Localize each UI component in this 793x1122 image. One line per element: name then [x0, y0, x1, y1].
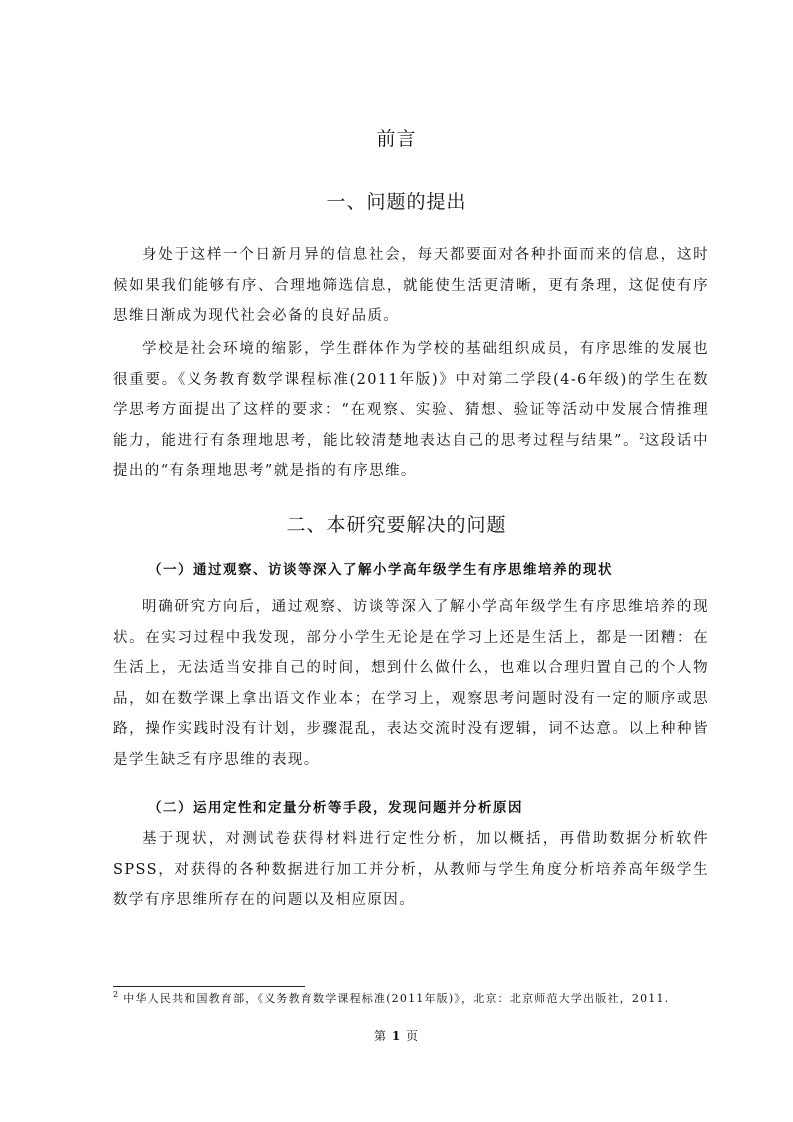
footnote-marker: 2: [113, 990, 120, 1000]
section1-paragraph-2-text-a: 学校是社会环境的缩影，学生群体作为学校的基础组织成员，有序思维的发展也很重要。《义务教育数学课程标准(2011年版)》中对第二学段(4-6年级)的学生在数学思考方面提出了这样的要求：“在观察、实验、猜想、验证等活动中发展合情推理能力，能进行有条理地思考，能比较清楚地表达自己的思考过程与结果”。: [113, 341, 709, 449]
page-number-suffix: 页: [406, 1029, 420, 1043]
section1-heading: 一、问题的提出: [326, 191, 467, 213]
subsection2-paragraph: 基于现状，对测试卷获得材料进行定性分析，加以概括，再借助数据分析软件SPSS，对获得的各种数据进行加工并分析，从教师与学生角度分析培养高年级学生数学有序思维所存在的问题以及相应原因。: [113, 831, 709, 908]
footnote: [113, 990, 709, 1008]
subsection2-heading: （二）运用定性和定量分析等手段，发现问题并分析原因: [148, 800, 523, 816]
footnote-reference[interactable]: 2: [639, 431, 645, 441]
section1-paragraph-2: [113, 334, 709, 487]
section2-heading: 二、本研究要解决的问题: [286, 514, 507, 536]
page-number-prefix: 第: [373, 1029, 387, 1043]
subsection1-paragraph: 明确研究方向后，通过观察、访谈等深入了解小学高年级学生有序思维培养的现状。在实习过程中我发现，部分小学生无论是在学习上还是生活上，都是一团糟：在生活上，无法适当安排自己的时间，想到什么做什么，也难以合理归置自己的个人物品，如在数学课上拿出语文作业本；在学习上，观察思考问题时没有一定的顺序或思路，操作实践时没有计划，步骤混乱，表达交流时没有逻辑，词不达意。以上种种皆是学生缺乏有序思维的表现。: [113, 599, 709, 768]
subsection1-heading: （一）通过观察、访谈等深入了解小学高年级学生有序思维培养的现状: [148, 562, 613, 578]
section1-paragraph-2-text-b: 这段话中提出的“有条理地思考”就是指的有序思维。: [113, 432, 709, 479]
page-number-value: 1: [391, 1029, 402, 1043]
section1-paragraph-1: 身处于这样一个日新月异的信息社会，每天都要面对各种扑面而来的信息，这时候如果我们能够有序、合理地筛选信息，就能使生活更清晰，更有条理，这促使有序思维日渐成为现代社会必备的良好品质。: [113, 247, 709, 324]
footnote-text: 中华人民共和国教育部，《义务教育数学课程标准(2011年版)》，北京：北京师范大学出版社，2011.: [123, 992, 670, 1005]
page-number: [0, 1027, 793, 1044]
footnote-divider: [113, 986, 305, 987]
preface-heading: 前言: [376, 128, 417, 150]
